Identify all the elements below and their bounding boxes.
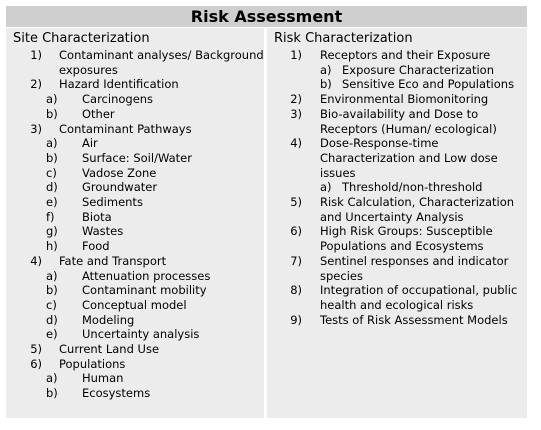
list-item-number: 2) — [30, 77, 42, 92]
list-item-text: Ecosystems — [82, 386, 151, 401]
list-item-text: Environmental Biomonitoring — [320, 92, 489, 107]
list-item-number: 1) — [30, 48, 42, 62]
list-item-text: Fate and Transport — [59, 253, 167, 268]
list-item-text: Conceptual model — [82, 297, 187, 312]
list-item-text: Sentinel responses and indicator species — [320, 253, 509, 283]
list-item — [6, 269, 264, 284]
list-item-number: b) — [46, 283, 58, 298]
list-item-text: Wastes — [82, 224, 124, 239]
risk-characterization-heading: Risk Characterization — [274, 31, 413, 46]
list-item-text: Attenuation processes — [82, 268, 211, 283]
list-item-number: a) — [320, 62, 332, 77]
list-item-number: e) — [46, 195, 58, 210]
list-item-number: a) — [46, 136, 58, 151]
list-item-number: 5) — [290, 195, 302, 210]
list-item-text: Current Land Use — [59, 342, 160, 357]
list-item-text: Bio-availability and Dose to Receptors (Human/ ecological) — [320, 106, 497, 136]
list-item — [6, 298, 264, 313]
list-item-number: d) — [46, 180, 58, 195]
list-item — [6, 136, 264, 151]
list-item — [6, 357, 264, 372]
list-item-text: Receptors and their Exposure — [320, 48, 491, 62]
list-item-number: 3) — [290, 106, 302, 121]
list-item-number: b) — [46, 150, 58, 165]
list-item-text: Exposure Characterization — [342, 62, 494, 77]
list-item — [6, 327, 264, 342]
list-item — [6, 166, 264, 181]
list-item — [267, 180, 527, 195]
list-item-text: Carcinogens — [82, 92, 154, 107]
list-item — [267, 224, 527, 253]
list-item — [267, 63, 527, 78]
list-item — [267, 77, 527, 92]
list-item-number: c) — [46, 165, 57, 180]
list-item — [6, 342, 264, 357]
list-item-text: Hazard Identification — [59, 77, 179, 92]
list-item-number: 8) — [290, 283, 302, 298]
list-item-text: Air — [82, 136, 98, 151]
list-item-number: 4) — [30, 253, 42, 268]
list-item-text: High Risk Groups: Susceptible Populations and Ecosystems — [320, 224, 493, 254]
list-item-number: 3) — [30, 121, 42, 136]
list-item — [6, 386, 264, 401]
list-item — [6, 151, 264, 166]
list-item-text: Human — [82, 371, 124, 386]
list-item-text: Uncertainty analysis — [82, 327, 200, 342]
list-item-number: a) — [320, 180, 332, 195]
list-item — [6, 283, 264, 298]
list-item-text: Tests of Risk Assessment Models — [320, 312, 508, 327]
list-item — [267, 136, 527, 180]
list-item — [6, 77, 264, 92]
list-item-number: c) — [46, 297, 57, 312]
list-item-number: f) — [46, 209, 55, 224]
list-item-text: Groundwater — [82, 180, 158, 195]
list-item — [267, 313, 527, 328]
list-item-number: 2) — [290, 92, 302, 107]
list-item-text: Sediments — [82, 195, 143, 210]
list-item-number: 5) — [30, 342, 42, 357]
list-item — [6, 195, 264, 210]
list-item — [6, 210, 264, 225]
list-item — [6, 180, 264, 195]
list-item — [6, 239, 264, 254]
list-item — [6, 92, 264, 107]
list-item-number: d) — [46, 312, 58, 327]
list-item-number: 7) — [290, 253, 302, 268]
list-item-text: Integration of occupational, public health and ecological risks — [320, 283, 518, 312]
list-item-text: Contaminant Pathways — [59, 121, 192, 136]
list-item — [267, 195, 527, 224]
list-item — [267, 107, 527, 136]
list-item-text: Food — [82, 239, 110, 254]
list-item-text: Sensitive Eco and Populations — [342, 77, 515, 92]
list-item — [6, 371, 264, 386]
list-item-text: Risk Calculation, Characterization and Uncertainty Analysis — [320, 195, 515, 224]
list-item — [6, 254, 264, 269]
risk-characterization-column — [267, 29, 527, 418]
list-item-text: Other — [82, 106, 115, 121]
list-item-number: h) — [46, 239, 58, 254]
page-title: Risk Assessment — [6, 6, 527, 28]
site-characterization-list — [6, 48, 264, 401]
list-item — [6, 122, 264, 137]
list-item-text: Contaminant mobility — [82, 283, 207, 298]
list-item-number: 1) — [290, 48, 302, 62]
list-item — [267, 48, 527, 63]
list-item-number: b) — [46, 106, 58, 121]
list-item-number: a) — [46, 92, 58, 107]
site-characterization-column — [6, 29, 264, 418]
list-item-number: g) — [46, 224, 58, 239]
list-item — [267, 92, 527, 107]
list-item-number: 4) — [290, 136, 302, 151]
list-item-number: e) — [46, 327, 58, 342]
list-item-text: Biota — [82, 209, 112, 224]
list-item-number: a) — [46, 268, 58, 283]
list-item-text: Vadose Zone — [82, 165, 157, 180]
list-item-number: 6) — [290, 224, 302, 239]
risk-characterization-list — [267, 48, 527, 327]
list-item-number: 6) — [30, 356, 42, 371]
list-item-text: Surface: Soil/Water — [82, 150, 192, 165]
list-item-text: Threshold/non-threshold — [342, 180, 483, 195]
list-item-text: Modeling — [82, 312, 135, 327]
list-item-number: 9) — [290, 312, 302, 327]
list-item-text: Populations — [59, 356, 126, 371]
site-characterization-heading: Site Characterization — [13, 31, 150, 46]
list-item — [267, 254, 527, 283]
list-item — [6, 48, 264, 77]
list-item — [6, 224, 264, 239]
list-item — [6, 313, 264, 328]
list-item — [6, 107, 264, 122]
list-item-number: a) — [46, 371, 58, 386]
list-item-number: b) — [46, 386, 58, 401]
risk-assessment-panel — [6, 6, 527, 418]
list-item-number: b) — [320, 77, 332, 92]
list-item-text: Dose-Response-time Characterization and Low dose issues — [320, 136, 498, 180]
list-item-text: Contaminant analyses/ Background exposures — [59, 48, 264, 77]
list-item — [267, 283, 527, 312]
